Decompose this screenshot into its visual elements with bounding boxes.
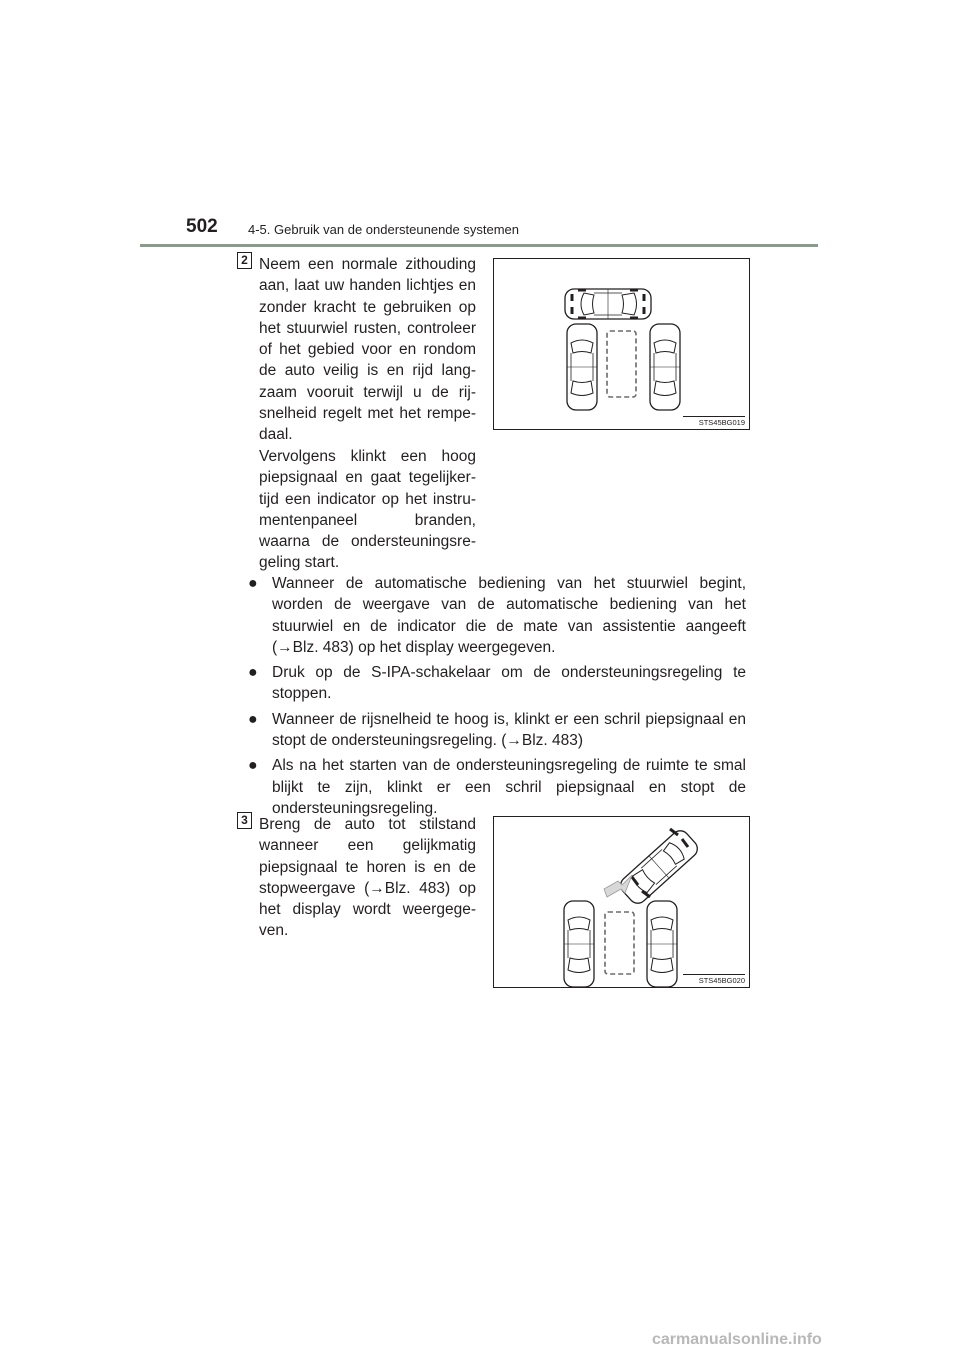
bullet-icon: ●	[248, 664, 258, 682]
section-title: 4-5. Gebruik van de ondersteunende systemen	[248, 222, 520, 237]
parked-car-right	[647, 901, 677, 987]
step-3-text: Breng de auto tot stilstand wanneer een gelijkmatig piepsignaal te horen is en de stopweergave (→Blz. 483) op het display wordt weergegeven.	[259, 816, 476, 940]
step-3-marker: 3	[237, 812, 252, 829]
note-list	[248, 573, 746, 819]
bullet-icon: ●	[248, 710, 258, 728]
parked-car-right	[650, 324, 680, 410]
watermark: carmanualsonline.info	[652, 1331, 822, 1348]
figure-rule	[683, 974, 745, 975]
figure-rule	[683, 416, 745, 417]
step-2-text: Neem een normale zithouding aan, laat uw handen lichtjes en zonder kracht te gebruiken op het stuurwiel rusten, controleer of het gebied voor en rondom de auto veilig is en rijd langzaam vooruit terwijl u de rijsnelheid regelt met het rempedaal.	[259, 256, 476, 444]
list-item: ● Als na het starten van de ondersteuningsregeling de ruimte te smal blijkt te zijn, klinkt er een schril piepsignaal en stopt de ondersteuningsregeling.	[248, 757, 746, 817]
parked-car-left	[564, 901, 594, 987]
target-parking-space	[605, 912, 634, 974]
parking-diagram-2	[494, 817, 749, 987]
target-parking-space	[607, 331, 636, 397]
list-item: ● Druk op de S-IPA-schakelaar om de ondersteuningsregeling te stoppen.	[248, 664, 746, 703]
step-2-marker: 2	[237, 252, 252, 269]
page-number: 502	[186, 216, 218, 237]
figure-parking-start	[493, 258, 750, 430]
own-car	[617, 827, 701, 907]
own-car	[565, 289, 651, 319]
figure-parking-stop	[493, 816, 750, 988]
header-divider	[140, 244, 818, 247]
list-item: ● Wanneer de automatische bediening van het stuurwiel begint, worden de weergave van de automatische bediening van het stuurwiel en de indicator die de mate van assistentie aangeeft (→Blz. 483) op het display weergegeven.	[248, 575, 746, 656]
parking-diagram-1	[494, 259, 749, 429]
bullet-icon: ●	[248, 575, 258, 592]
list-item: ● Wanneer de rijsnelheid te hoog is, klinkt er een schril piepsignaal en stopt de ondersteuningsregeling. (→Blz. 483)	[248, 710, 746, 750]
figure-code: STS45BG019	[698, 418, 745, 427]
parked-car-left	[567, 324, 597, 410]
bullet-icon: ●	[248, 757, 258, 775]
figure-code: STS45BG020	[698, 976, 745, 985]
step-2-text-continued: Vervolgens klinkt een hoog piepsignaal en gaat tegelijkertijd een indicator op het instrumentenpaneel branden, waarna de ondersteuningsregeling start.	[259, 448, 476, 572]
